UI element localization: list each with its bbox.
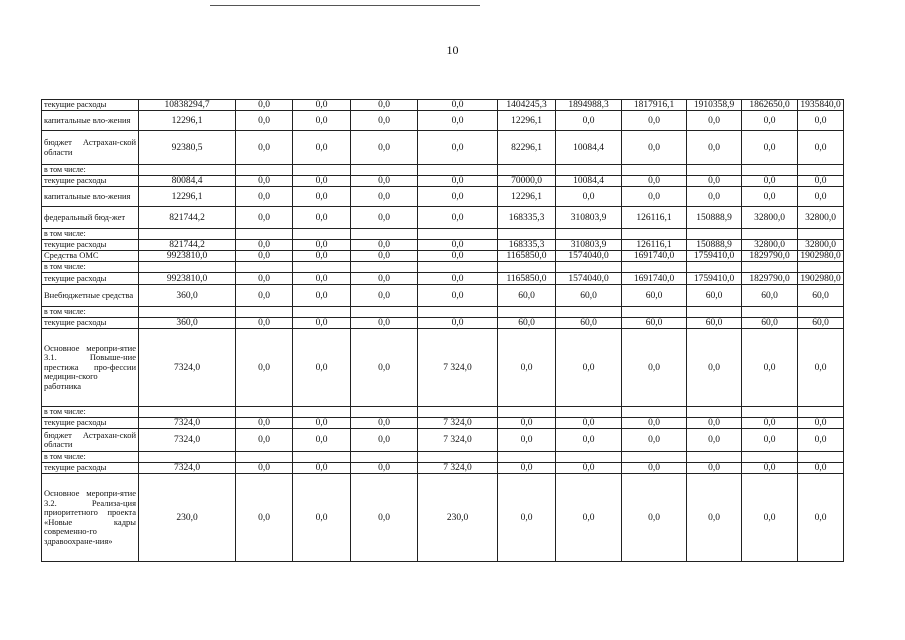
table-cell: 0,0 <box>687 474 742 562</box>
table-cell: 0,0 <box>351 474 418 562</box>
table-cell: 821744,2 <box>139 240 236 251</box>
table-cell: 0,0 <box>418 187 498 207</box>
table-cell: 0,0 <box>498 474 556 562</box>
table-cell: 10084,4 <box>556 131 622 165</box>
table-cell: 0,0 <box>687 329 742 407</box>
table-row <box>42 418 844 429</box>
table-cell <box>622 307 687 318</box>
table-cell <box>351 307 418 318</box>
table-cell: 60,0 <box>742 285 798 307</box>
table-cell: 0,0 <box>351 131 418 165</box>
table-row <box>42 285 844 307</box>
table-cell <box>742 452 798 463</box>
table-cell: 0,0 <box>236 418 293 429</box>
table-row <box>42 273 844 285</box>
row-label: Средства ОМС <box>42 251 139 262</box>
table-cell: 0,0 <box>293 329 351 407</box>
table-cell <box>687 307 742 318</box>
table-cell: 0,0 <box>556 111 622 131</box>
table-cell: 60,0 <box>687 285 742 307</box>
table-cell <box>418 407 498 418</box>
header-rule <box>210 5 480 6</box>
table-cell: 1902980,0 <box>798 251 844 262</box>
table-row <box>42 229 844 240</box>
table-cell <box>687 229 742 240</box>
table-cell: 0,0 <box>798 474 844 562</box>
table-cell <box>798 262 844 273</box>
table-cell: 60,0 <box>798 318 844 329</box>
table-cell: 1759410,0 <box>687 273 742 285</box>
table-cell: 0,0 <box>236 318 293 329</box>
funding-table <box>41 99 844 562</box>
table-cell <box>418 165 498 176</box>
table-cell <box>742 229 798 240</box>
table-cell <box>236 165 293 176</box>
table-cell <box>351 165 418 176</box>
row-label: в том числе: <box>42 165 139 176</box>
table-cell: 0,0 <box>622 463 687 474</box>
table-cell: 0,0 <box>236 240 293 251</box>
table-cell <box>351 229 418 240</box>
table-cell: 60,0 <box>498 318 556 329</box>
table-row <box>42 262 844 273</box>
table-cell: 60,0 <box>622 318 687 329</box>
table-cell: 0,0 <box>498 463 556 474</box>
table-cell: 0,0 <box>236 463 293 474</box>
row-label: в том числе: <box>42 407 139 418</box>
table-cell: 0,0 <box>293 418 351 429</box>
table-cell: 7324,0 <box>139 329 236 407</box>
table-cell <box>742 407 798 418</box>
table-cell <box>293 452 351 463</box>
table-cell <box>293 307 351 318</box>
table-cell: 1829790,0 <box>742 251 798 262</box>
table-cell: 0,0 <box>498 329 556 407</box>
table-cell: 0,0 <box>622 187 687 207</box>
table-row <box>42 307 844 318</box>
table-cell: 0,0 <box>418 100 498 111</box>
table-cell: 0,0 <box>351 329 418 407</box>
table-cell: 360,0 <box>139 318 236 329</box>
table-cell <box>798 229 844 240</box>
table-cell: 1691740,0 <box>622 251 687 262</box>
table-cell: 0,0 <box>293 251 351 262</box>
table-cell <box>139 452 236 463</box>
table-cell: 1894988,3 <box>556 100 622 111</box>
table-cell: 360,0 <box>139 285 236 307</box>
table-cell: 0,0 <box>236 474 293 562</box>
table-cell: 126116,1 <box>622 207 687 229</box>
row-label: федеральный бюд-жет <box>42 207 139 229</box>
table-cell: 0,0 <box>742 176 798 187</box>
table-cell: 0,0 <box>293 176 351 187</box>
table-cell: 1759410,0 <box>687 251 742 262</box>
table-cell: 0,0 <box>798 418 844 429</box>
row-label: бюджет Астрахан-ской области <box>42 131 139 165</box>
table-cell: 0,0 <box>351 463 418 474</box>
table-cell: 0,0 <box>798 111 844 131</box>
table-cell <box>498 452 556 463</box>
table-cell <box>293 262 351 273</box>
table-cell <box>742 165 798 176</box>
table-row <box>42 100 844 111</box>
table-cell <box>418 229 498 240</box>
row-label: текущие расходы <box>42 273 139 285</box>
table-row <box>42 329 844 407</box>
table-cell <box>622 407 687 418</box>
table-cell: 0,0 <box>418 285 498 307</box>
table-cell: 1902980,0 <box>798 273 844 285</box>
table-cell: 0,0 <box>293 111 351 131</box>
table-cell: 0,0 <box>293 240 351 251</box>
row-label: Основное меропри-ятие 3.2. Реализа-ция приоритетного проекта «Новые кадры современно-го здравоохране-ния» <box>42 474 139 562</box>
table-cell: 80084,4 <box>139 176 236 187</box>
table-cell: 0,0 <box>236 329 293 407</box>
table-cell: 60,0 <box>498 285 556 307</box>
table-cell: 32800,0 <box>742 207 798 229</box>
table-cell <box>139 165 236 176</box>
table-cell: 60,0 <box>556 285 622 307</box>
table-row <box>42 452 844 463</box>
table-cell: 0,0 <box>351 251 418 262</box>
table-cell: 0,0 <box>622 429 687 452</box>
table-cell: 0,0 <box>742 463 798 474</box>
table-row <box>42 165 844 176</box>
table-cell: 0,0 <box>236 273 293 285</box>
table-cell: 12296,1 <box>139 111 236 131</box>
table-row <box>42 176 844 187</box>
table-cell <box>418 452 498 463</box>
table-cell: 310803,9 <box>556 207 622 229</box>
table-cell <box>798 452 844 463</box>
table-cell: 12296,1 <box>139 187 236 207</box>
table-cell: 126116,1 <box>622 240 687 251</box>
table-cell <box>293 407 351 418</box>
table-cell: 0,0 <box>498 418 556 429</box>
table-cell: 0,0 <box>293 463 351 474</box>
table-cell: 0,0 <box>622 418 687 429</box>
table-cell: 0,0 <box>622 131 687 165</box>
table-cell <box>622 165 687 176</box>
table-cell: 9923810,0 <box>139 251 236 262</box>
table-cell: 0,0 <box>798 176 844 187</box>
table-cell: 168335,3 <box>498 207 556 229</box>
table-cell: 9923810,0 <box>139 273 236 285</box>
table-cell: 0,0 <box>351 240 418 251</box>
table-cell <box>556 307 622 318</box>
table-row <box>42 111 844 131</box>
table-cell: 1574040,0 <box>556 273 622 285</box>
table-cell: 60,0 <box>742 318 798 329</box>
page-number: 10 <box>446 43 459 57</box>
row-label: текущие расходы <box>42 240 139 251</box>
table-cell <box>622 229 687 240</box>
table-cell <box>742 307 798 318</box>
table-cell <box>687 165 742 176</box>
table-cell <box>236 307 293 318</box>
table-cell <box>798 165 844 176</box>
table-cell <box>556 165 622 176</box>
table-cell: 0,0 <box>687 176 742 187</box>
table-cell: 32800,0 <box>742 240 798 251</box>
table-cell: 0,0 <box>293 207 351 229</box>
table-cell <box>236 452 293 463</box>
table-cell <box>742 262 798 273</box>
table-cell <box>351 262 418 273</box>
table-cell: 0,0 <box>418 273 498 285</box>
table-cell: 0,0 <box>418 111 498 131</box>
table-cell <box>236 229 293 240</box>
table-cell: 0,0 <box>293 131 351 165</box>
table-cell: 1817916,1 <box>622 100 687 111</box>
table-cell: 0,0 <box>687 418 742 429</box>
table-cell: 1862650,0 <box>742 100 798 111</box>
table-cell: 1935840,0 <box>798 100 844 111</box>
table-cell: 12296,1 <box>498 187 556 207</box>
table-row <box>42 474 844 562</box>
table-row <box>42 463 844 474</box>
table-cell: 7 324,0 <box>418 418 498 429</box>
table-cell: 0,0 <box>236 100 293 111</box>
table-cell: 0,0 <box>687 131 742 165</box>
table-cell: 0,0 <box>798 187 844 207</box>
table-cell <box>351 407 418 418</box>
table-cell <box>498 229 556 240</box>
table-cell <box>498 262 556 273</box>
table-cell <box>622 452 687 463</box>
table-cell: 7 324,0 <box>418 329 498 407</box>
table-cell <box>139 307 236 318</box>
table-cell: 7324,0 <box>139 463 236 474</box>
table-cell: 0,0 <box>687 429 742 452</box>
table-cell: 82296,1 <box>498 131 556 165</box>
table-cell <box>556 452 622 463</box>
table-cell: 12296,1 <box>498 111 556 131</box>
table-cell: 0,0 <box>742 131 798 165</box>
table-cell: 0,0 <box>418 251 498 262</box>
table-cell <box>622 262 687 273</box>
table-cell: 0,0 <box>622 111 687 131</box>
table-cell: 168335,3 <box>498 240 556 251</box>
table-cell: 32800,0 <box>798 240 844 251</box>
table-cell: 0,0 <box>418 131 498 165</box>
table-cell: 230,0 <box>139 474 236 562</box>
table-cell: 60,0 <box>556 318 622 329</box>
table-cell: 0,0 <box>293 429 351 452</box>
row-label: капитальные вло-жения <box>42 187 139 207</box>
table-cell: 0,0 <box>351 176 418 187</box>
table-cell: 0,0 <box>351 187 418 207</box>
table-cell: 0,0 <box>798 131 844 165</box>
table-cell <box>139 262 236 273</box>
table-cell: 0,0 <box>556 418 622 429</box>
row-label: в том числе: <box>42 229 139 240</box>
table-cell: 92380,5 <box>139 131 236 165</box>
table-cell: 0,0 <box>418 176 498 187</box>
row-label: бюджет Астрахан-ской области <box>42 429 139 452</box>
table-cell: 0,0 <box>742 187 798 207</box>
table-cell: 0,0 <box>351 429 418 452</box>
table-cell: 1691740,0 <box>622 273 687 285</box>
row-label: Основное меропри-ятие 3.1. Повыше-ние престижа про-фессии медицин-ского работника <box>42 329 139 407</box>
table-cell: 0,0 <box>622 176 687 187</box>
table-cell: 0,0 <box>798 429 844 452</box>
table-cell <box>498 165 556 176</box>
table-cell: 10084,4 <box>556 176 622 187</box>
table-cell: 0,0 <box>556 429 622 452</box>
table-cell: 1165850,0 <box>498 273 556 285</box>
table-cell: 0,0 <box>798 329 844 407</box>
table-cell: 0,0 <box>293 100 351 111</box>
table-cell: 0,0 <box>742 429 798 452</box>
table-cell <box>556 407 622 418</box>
table-row <box>42 240 844 251</box>
row-label: текущие расходы <box>42 176 139 187</box>
table-cell: 0,0 <box>236 285 293 307</box>
row-label: текущие расходы <box>42 418 139 429</box>
table-cell: 0,0 <box>742 418 798 429</box>
table-cell <box>418 262 498 273</box>
table-cell: 60,0 <box>622 285 687 307</box>
table-cell: 0,0 <box>351 418 418 429</box>
table-cell: 0,0 <box>351 100 418 111</box>
table-cell: 0,0 <box>622 474 687 562</box>
table-cell: 0,0 <box>798 463 844 474</box>
table-cell: 0,0 <box>236 251 293 262</box>
row-label: в том числе: <box>42 452 139 463</box>
table-cell: 0,0 <box>622 329 687 407</box>
table-cell: 1829790,0 <box>742 273 798 285</box>
table-cell: 0,0 <box>687 463 742 474</box>
table-cell <box>418 307 498 318</box>
table-row <box>42 429 844 452</box>
table-cell: 0,0 <box>418 318 498 329</box>
table-row <box>42 407 844 418</box>
table-cell <box>293 165 351 176</box>
table-cell: 60,0 <box>798 285 844 307</box>
table-row <box>42 318 844 329</box>
table-cell: 0,0 <box>556 187 622 207</box>
table-cell: 0,0 <box>556 329 622 407</box>
table-cell: 310803,9 <box>556 240 622 251</box>
table-cell: 0,0 <box>236 187 293 207</box>
table-cell: 0,0 <box>293 474 351 562</box>
table-cell: 821744,2 <box>139 207 236 229</box>
table-cell: 0,0 <box>418 240 498 251</box>
row-label: текущие расходы <box>42 463 139 474</box>
table-cell: 0,0 <box>687 187 742 207</box>
table-cell <box>798 407 844 418</box>
table-cell: 0,0 <box>418 207 498 229</box>
table-cell <box>556 229 622 240</box>
table-cell: 1404245,3 <box>498 100 556 111</box>
table-cell: 7324,0 <box>139 418 236 429</box>
table-cell: 150888,9 <box>687 207 742 229</box>
row-label: капитальные вло-жения <box>42 111 139 131</box>
row-label: Внебюджетные средства <box>42 285 139 307</box>
table-cell: 7 324,0 <box>418 463 498 474</box>
table-cell <box>236 407 293 418</box>
table-row <box>42 207 844 229</box>
table-cell <box>687 407 742 418</box>
table-row <box>42 251 844 262</box>
table-cell <box>798 307 844 318</box>
table-cell <box>139 407 236 418</box>
row-label: в том числе: <box>42 262 139 273</box>
table-cell: 0,0 <box>556 463 622 474</box>
table-cell: 1574040,0 <box>556 251 622 262</box>
row-label: в том числе: <box>42 307 139 318</box>
table-row <box>42 131 844 165</box>
table-cell <box>351 452 418 463</box>
table-cell: 0,0 <box>687 111 742 131</box>
table-cell: 0,0 <box>293 318 351 329</box>
table-cell: 0,0 <box>351 318 418 329</box>
table-cell: 32800,0 <box>798 207 844 229</box>
table-cell: 0,0 <box>742 474 798 562</box>
table-cell: 0,0 <box>236 429 293 452</box>
table-cell: 0,0 <box>236 207 293 229</box>
table-cell <box>236 262 293 273</box>
table-cell: 230,0 <box>418 474 498 562</box>
table-cell: 1910358,9 <box>687 100 742 111</box>
table-cell <box>687 452 742 463</box>
row-label: текущие расходы <box>42 318 139 329</box>
table-cell: 0,0 <box>293 187 351 207</box>
table-cell: 10838294,7 <box>139 100 236 111</box>
table-cell: 0,0 <box>556 474 622 562</box>
table-cell: 7 324,0 <box>418 429 498 452</box>
table-cell: 0,0 <box>236 111 293 131</box>
table-row <box>42 187 844 207</box>
table-cell <box>687 262 742 273</box>
table-cell: 0,0 <box>351 273 418 285</box>
table-cell: 0,0 <box>351 207 418 229</box>
table-cell: 0,0 <box>742 111 798 131</box>
table-cell: 0,0 <box>351 285 418 307</box>
table-cell: 7324,0 <box>139 429 236 452</box>
table-cell <box>139 229 236 240</box>
table-cell: 0,0 <box>742 329 798 407</box>
table-cell: 150888,9 <box>687 240 742 251</box>
table-cell <box>293 229 351 240</box>
row-label: текущие расходы <box>42 100 139 111</box>
table-cell <box>498 307 556 318</box>
table-cell <box>498 407 556 418</box>
table-cell: 0,0 <box>498 429 556 452</box>
table-cell: 0,0 <box>236 131 293 165</box>
table-cell: 0,0 <box>293 273 351 285</box>
table-cell: 0,0 <box>293 285 351 307</box>
table-cell: 70000,0 <box>498 176 556 187</box>
table-cell <box>556 262 622 273</box>
table-cell: 0,0 <box>236 176 293 187</box>
table-cell: 1165850,0 <box>498 251 556 262</box>
table-cell: 60,0 <box>687 318 742 329</box>
table-cell: 0,0 <box>351 111 418 131</box>
